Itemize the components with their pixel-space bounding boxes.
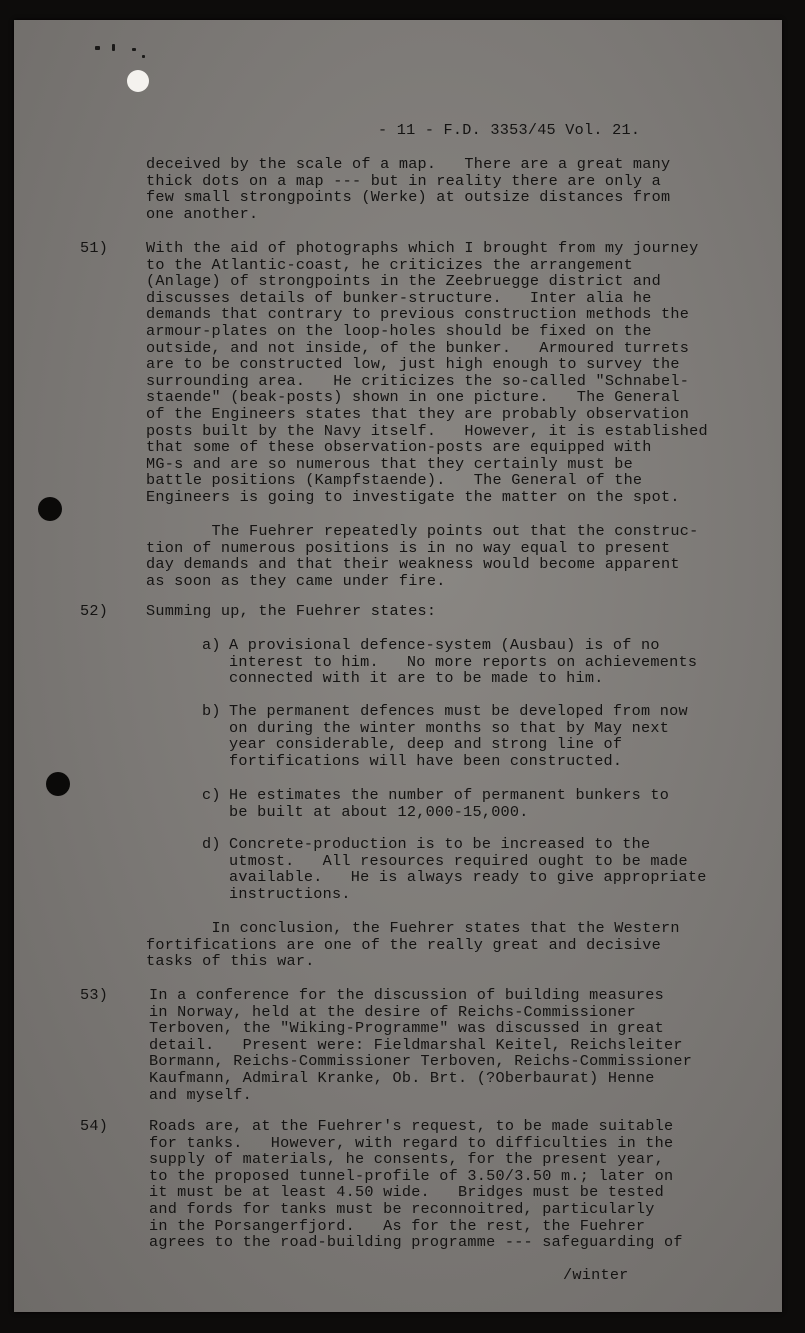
text-line: year considerable, deep and strong line of — [229, 735, 623, 754]
text-line: one another. — [146, 204, 259, 223]
text-line: day demands and that their weakness would become apparent — [146, 555, 680, 574]
text-line: available. He is always ready to give appropriate — [229, 868, 707, 887]
text-line: A provisional defence-system (Ausbau) is of no — [229, 636, 660, 654]
text-line: to the proposed tunnel-profile of 3.50/3.50 m.; later on — [149, 1166, 674, 1185]
text-line: detail. Present were: Fieldmarshal Keitel, Reichsleiter — [149, 1035, 683, 1054]
text-line: demands that contrary to previous construction methods the — [146, 305, 690, 324]
text-line: Bormann, Reichs-Commissioner Terboven, Reichs-Commissioner — [149, 1052, 693, 1071]
text-line: (Anlage) of strongpoints in the Zeebruegge district and — [146, 272, 662, 291]
paragraph-number-54: 54) — [80, 1117, 109, 1135]
list-item — [229, 836, 707, 902]
text-line: on during the winter months so that by May next — [229, 718, 670, 737]
paragraph-53 — [149, 987, 692, 1103]
text-line: deceived by the scale of a map. There are a great many — [146, 155, 671, 173]
text-line: In conclusion, the Fuehrer states that the Western — [146, 919, 680, 937]
text-line: for tanks. However, with regard to difficulties in the — [149, 1133, 674, 1152]
paragraph-number-53: 53) — [80, 986, 109, 1004]
text-line: Roads are, at the Fuehrer's request, to be made suitable — [149, 1117, 674, 1135]
text-line: fortifications will have been constructed. — [229, 751, 623, 770]
text-line: interest to him. No more reports on achievements — [229, 652, 698, 671]
text-line: battle positions (Kampfstaende). The General of the — [146, 471, 643, 490]
text-line: supply of materials, he consents, for the present year, — [149, 1150, 665, 1169]
text-line: Concrete-production is to be increased to the — [229, 835, 651, 853]
text-line: The Fuehrer repeatedly points out that the construc- — [146, 522, 699, 540]
text-line: The permanent defences must be developed from now — [229, 702, 688, 720]
paragraph-51 — [146, 240, 708, 506]
text-line: tasks of this war. — [146, 952, 315, 971]
paragraph-52-lead: Summing up, the Fuehrer states: — [146, 602, 437, 620]
list-item — [229, 787, 669, 820]
text-line: agrees to the road-building programme --- safeguarding of — [149, 1233, 683, 1252]
text-line: fortifications are one of the really great and decisive — [146, 935, 662, 954]
punch-hole-upper — [38, 497, 62, 521]
text-line: are to be constructed low, just high enough to survey the — [146, 355, 680, 374]
text-line: connected with it are to be made to him. — [229, 669, 604, 688]
text-line: surrounding area. He criticizes the so-called "Schnabel- — [146, 371, 690, 390]
text-line: be built at about 12,000-15,000. — [229, 802, 529, 821]
ink-speck — [132, 48, 136, 51]
paragraph-number-52: 52) — [80, 602, 109, 620]
ink-speck — [95, 46, 100, 50]
paragraph-number-51: 51) — [80, 239, 109, 257]
ink-speck — [112, 44, 115, 51]
text-line: staende" (beak-posts) shown in one picture. The General — [146, 388, 680, 407]
text-line: Kaufmann, Admiral Kranke, Ob. Brt. (?Oberbaurat) Henne — [149, 1068, 655, 1087]
text-line: thick dots on a map --- but in reality there are only a — [146, 171, 662, 190]
text-line: He estimates the number of permanent bunkers to — [229, 786, 670, 804]
text-line: posts built by the Navy itself. However, it is established — [146, 421, 708, 440]
text-line: it must be at least 4.50 wide. Bridges must be tested — [149, 1183, 665, 1202]
text-line: MG-s and are so numerous that they certainly must be — [146, 454, 633, 473]
text-line: in Norway, held at the desire of Reichs-Commissioner — [149, 1002, 636, 1021]
text-line: discusses details of bunker-structure. Inter alia he — [146, 288, 652, 307]
text-line: to the Atlantic-coast, he criticizes the arrangement — [146, 255, 633, 274]
ink-speck — [142, 55, 145, 58]
paragraph-54 — [149, 1118, 683, 1251]
paper-hole-mark — [127, 70, 149, 92]
list-item-label: b) — [202, 702, 221, 720]
text-line: that some of these observation-posts are equipped with — [146, 438, 652, 457]
text-line: armour-plates on the loop-holes should be fixed on the — [146, 321, 652, 340]
intro-paragraph — [146, 156, 670, 222]
list-item-label: d) — [202, 835, 221, 853]
text-line: outside, and not inside, of the bunker. Armoured turrets — [146, 338, 690, 357]
text-line: Engineers is going to investigate the matter on the spot. — [146, 487, 680, 506]
text-line: With the aid of photographs which I brought from my journey — [146, 239, 699, 257]
text-line: utmost. All resources required ought to be made — [229, 851, 688, 870]
text-line: In a conference for the discussion of building measures — [149, 986, 665, 1004]
text-line: in the Porsangerfjord. As for the rest, the Fuehrer — [149, 1216, 646, 1235]
text-line: tion of numerous positions is in no way equal to present — [146, 538, 671, 557]
list-item — [229, 703, 688, 769]
text-line: of the Engineers states that they are probably observation — [146, 404, 690, 423]
text-line: as soon as they came under fire. — [146, 571, 446, 590]
page-header: - 11 - F.D. 3353/45 Vol. 21. — [378, 121, 641, 139]
paragraph-52-conclusion — [146, 920, 680, 970]
text-line: and fords for tanks must be reconnoitred, particularly — [149, 1199, 655, 1218]
list-item-label: c) — [202, 786, 221, 804]
text-line: Terboven, the "Wiking-Programme" was discussed in great — [149, 1019, 665, 1038]
text-line: few small strongpoints (Werke) at outsize distances from — [146, 188, 671, 207]
list-item — [229, 637, 697, 687]
list-item-label: a) — [202, 636, 221, 654]
text-line: instructions. — [229, 884, 351, 903]
punch-hole-lower — [46, 772, 70, 796]
text-line: and myself. — [149, 1085, 253, 1104]
catchword: /winter — [563, 1266, 629, 1284]
paragraph-51-continued — [146, 523, 698, 589]
